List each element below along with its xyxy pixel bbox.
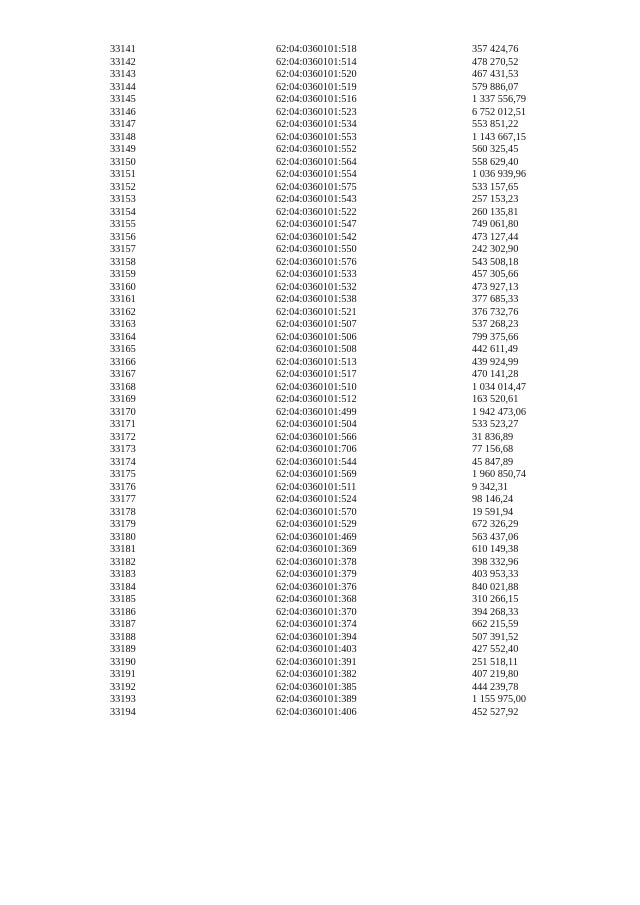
row-number: 33185 — [110, 594, 136, 605]
table-row — [0, 394, 640, 407]
table-row — [0, 357, 640, 370]
cadastral-value: 357 424,76 — [472, 44, 519, 55]
cadastral-value: 377 685,33 — [472, 294, 519, 305]
cadastral-value: 77 156,68 — [472, 444, 514, 455]
cadastral-value: 444 239,78 — [472, 681, 519, 693]
cadastral-value: 563 437,06 — [472, 531, 519, 543]
table-row — [0, 269, 640, 282]
row-number: 33152 — [110, 181, 136, 193]
cadastral-number: 62:04:0360101:553 — [276, 131, 357, 143]
cadastral-number: 62:04:0360101:499 — [276, 406, 357, 418]
row-number: 33166 — [110, 356, 136, 368]
table-row — [0, 294, 640, 307]
cadastral-value: 533 523,27 — [472, 419, 519, 430]
table-row — [0, 319, 640, 332]
cadastral-number: 62:04:0360101:534 — [276, 119, 357, 130]
row-number: 33178 — [110, 506, 136, 518]
cadastral-value: 473 127,44 — [472, 231, 519, 243]
row-number: 33176 — [110, 481, 136, 493]
cadastral-number: 62:04:0360101:516 — [276, 94, 357, 105]
cadastral-number: 62:04:0360101:552 — [276, 144, 357, 155]
cadastral-value: 163 520,61 — [472, 394, 519, 405]
cadastral-number: 62:04:0360101:382 — [276, 669, 357, 680]
row-number: 33186 — [110, 606, 136, 618]
cadastral-number: 62:04:0360101:403 — [276, 644, 357, 655]
cadastral-value: 403 953,33 — [472, 569, 519, 580]
table-row — [0, 107, 640, 120]
cadastral-value: 507 391,52 — [472, 631, 519, 643]
row-number: 33188 — [110, 631, 136, 643]
table-row — [0, 344, 640, 357]
cadastral-value: 6 752 012,51 — [472, 106, 527, 118]
cadastral-value: 31 836,89 — [472, 431, 514, 443]
table-row — [0, 94, 640, 107]
cadastral-number: 62:04:0360101:547 — [276, 219, 357, 230]
table-row — [0, 644, 640, 657]
table-row — [0, 369, 640, 382]
table-row — [0, 594, 640, 607]
cadastral-value: 1 034 014,47 — [472, 381, 527, 393]
cadastral-number: 62:04:0360101:504 — [276, 419, 357, 430]
cadastral-number: 62:04:0360101:575 — [276, 181, 357, 193]
cadastral-value: 799 375,66 — [472, 331, 519, 343]
row-number: 33144 — [110, 81, 136, 93]
row-number: 33174 — [110, 456, 136, 468]
table-row — [0, 257, 640, 270]
row-number: 33194 — [110, 706, 136, 718]
cadastral-number: 62:04:0360101:706 — [276, 444, 357, 455]
cadastral-number: 62:04:0360101:533 — [276, 269, 357, 280]
cadastral-number: 62:04:0360101:544 — [276, 456, 357, 468]
table-row — [0, 569, 640, 582]
cadastral-value: 1 036 939,96 — [472, 169, 527, 180]
table-row — [0, 157, 640, 170]
cadastral-number: 62:04:0360101:378 — [276, 556, 357, 568]
cadastral-number: 62:04:0360101:564 — [276, 156, 357, 168]
cadastral-number: 62:04:0360101:550 — [276, 244, 357, 255]
table-row — [0, 632, 640, 645]
row-number: 33156 — [110, 231, 136, 243]
table-row — [0, 482, 640, 495]
cadastral-number: 62:04:0360101:374 — [276, 619, 357, 630]
cadastral-value: 242 302,90 — [472, 244, 519, 255]
cadastral-number: 62:04:0360101:376 — [276, 581, 357, 593]
cadastral-number: 62:04:0360101:389 — [276, 694, 357, 705]
row-number: 33169 — [110, 394, 136, 405]
row-number: 33181 — [110, 544, 136, 555]
row-number: 33148 — [110, 131, 136, 143]
row-number: 33157 — [110, 244, 136, 255]
row-number: 33164 — [110, 331, 136, 343]
cadastral-value: 533 157,65 — [472, 181, 519, 193]
row-number: 33162 — [110, 306, 136, 318]
cadastral-value: 19 591,94 — [472, 506, 514, 518]
table-row — [0, 444, 640, 457]
table-row — [0, 607, 640, 620]
cadastral-value: 251 518,11 — [472, 656, 518, 668]
row-number: 33161 — [110, 294, 136, 305]
row-number: 33151 — [110, 169, 136, 180]
cadastral-value: 1 143 667,15 — [472, 131, 527, 143]
cadastral-number: 62:04:0360101:538 — [276, 294, 357, 305]
cadastral-value: 543 508,18 — [472, 256, 519, 268]
table-row — [0, 682, 640, 695]
table-row — [0, 44, 640, 57]
row-number: 33147 — [110, 119, 136, 130]
cadastral-value: 9 342,31 — [472, 481, 509, 493]
cadastral-value: 840 021,88 — [472, 581, 519, 593]
row-number: 33191 — [110, 669, 136, 680]
row-number: 33180 — [110, 531, 136, 543]
cadastral-value: 260 135,81 — [472, 206, 519, 218]
table-row — [0, 557, 640, 570]
cadastral-value: 452 527,92 — [472, 706, 519, 718]
cadastral-value: 257 153,23 — [472, 194, 519, 205]
table-row — [0, 169, 640, 182]
cadastral-value: 394 268,33 — [472, 606, 519, 618]
table-row — [0, 132, 640, 145]
cadastral-value: 398 332,96 — [472, 556, 519, 568]
cadastral-number: 62:04:0360101:532 — [276, 281, 357, 293]
table-row — [0, 707, 640, 720]
cadastral-number: 62:04:0360101:406 — [276, 706, 357, 718]
cadastral-number: 62:04:0360101:511 — [276, 481, 357, 493]
cadastral-number: 62:04:0360101:469 — [276, 531, 357, 543]
cadastral-value: 579 886,07 — [472, 81, 519, 93]
table-row — [0, 244, 640, 257]
row-number: 33183 — [110, 569, 136, 580]
cadastral-number: 62:04:0360101:554 — [276, 169, 357, 180]
row-number: 33170 — [110, 406, 136, 418]
row-number: 33165 — [110, 344, 136, 355]
row-number: 33168 — [110, 381, 136, 393]
table-row — [0, 457, 640, 470]
cadastral-number: 62:04:0360101:506 — [276, 331, 357, 343]
cadastral-value: 553 851,22 — [472, 119, 519, 130]
row-number: 33187 — [110, 619, 136, 630]
cadastral-number: 62:04:0360101:524 — [276, 494, 357, 505]
cadastral-value: 45 847,89 — [472, 456, 514, 468]
cadastral-value: 749 061,80 — [472, 219, 519, 230]
cadastral-number: 62:04:0360101:521 — [276, 306, 357, 318]
row-number: 33189 — [110, 644, 136, 655]
table-row — [0, 544, 640, 557]
row-number: 33175 — [110, 469, 136, 480]
cadastral-number: 62:04:0360101:513 — [276, 356, 357, 368]
row-number: 33177 — [110, 494, 136, 505]
table-row — [0, 144, 640, 157]
row-number: 33141 — [110, 44, 136, 55]
cadastral-number: 62:04:0360101:542 — [276, 231, 357, 243]
cadastral-number: 62:04:0360101:520 — [276, 69, 357, 80]
row-number: 33163 — [110, 319, 136, 330]
cadastral-value: 560 325,45 — [472, 144, 519, 155]
table-row — [0, 382, 640, 395]
table-row — [0, 507, 640, 520]
row-number: 33182 — [110, 556, 136, 568]
row-number: 33159 — [110, 269, 136, 280]
table-row — [0, 69, 640, 82]
row-number: 33158 — [110, 256, 136, 268]
cadastral-number: 62:04:0360101:510 — [276, 381, 357, 393]
row-number: 33172 — [110, 431, 136, 443]
cadastral-number: 62:04:0360101:512 — [276, 394, 357, 405]
row-number: 33155 — [110, 219, 136, 230]
cadastral-value: 457 305,66 — [472, 269, 519, 280]
cadastral-number: 62:04:0360101:385 — [276, 681, 357, 693]
row-number: 33190 — [110, 656, 136, 668]
table-row — [0, 282, 640, 295]
cadastral-number: 62:04:0360101:566 — [276, 431, 357, 443]
cadastral-number: 62:04:0360101:519 — [276, 81, 357, 93]
row-number: 33145 — [110, 94, 136, 105]
row-number: 33149 — [110, 144, 136, 155]
cadastral-value: 310 266,15 — [472, 594, 519, 605]
table-row — [0, 219, 640, 232]
table-row — [0, 519, 640, 532]
cadastral-number: 62:04:0360101:369 — [276, 544, 357, 555]
cadastral-value: 537 268,23 — [472, 319, 519, 330]
cadastral-value: 558 629,40 — [472, 156, 519, 168]
table-row — [0, 694, 640, 707]
cadastral-value: 662 215,59 — [472, 619, 519, 630]
row-number: 33192 — [110, 681, 136, 693]
row-number: 33167 — [110, 369, 136, 380]
table-row — [0, 57, 640, 70]
table-row — [0, 432, 640, 445]
cadastral-number: 62:04:0360101:517 — [276, 369, 357, 380]
table-row — [0, 194, 640, 207]
row-number: 33171 — [110, 419, 136, 430]
cadastral-value: 376 732,76 — [472, 306, 519, 318]
cadastral-value: 478 270,52 — [472, 56, 519, 68]
table-row — [0, 419, 640, 432]
cadastral-number: 62:04:0360101:523 — [276, 106, 357, 118]
table-row — [0, 232, 640, 245]
cadastral-number: 62:04:0360101:522 — [276, 206, 357, 218]
table-row — [0, 182, 640, 195]
cadastral-number: 62:04:0360101:514 — [276, 56, 357, 68]
cadastral-value: 473 927,13 — [472, 281, 519, 293]
cadastral-value: 467 431,53 — [472, 69, 519, 80]
table-row — [0, 669, 640, 682]
table-row — [0, 407, 640, 420]
cadastral-number: 62:04:0360101:576 — [276, 256, 357, 268]
cadastral-value: 470 141,28 — [472, 369, 519, 380]
row-number: 33142 — [110, 56, 136, 68]
cadastral-value: 1 337 556,79 — [472, 94, 527, 105]
cadastral-value: 98 146,24 — [472, 494, 514, 505]
cadastral-value: 427 552,40 — [472, 644, 519, 655]
row-number: 33184 — [110, 581, 136, 593]
cadastral-number: 62:04:0360101:543 — [276, 194, 357, 205]
cadastral-number: 62:04:0360101:394 — [276, 631, 357, 643]
cadastral-number: 62:04:0360101:569 — [276, 469, 357, 480]
cadastral-value: 1 960 850,74 — [472, 469, 527, 480]
table-row — [0, 657, 640, 670]
row-number: 33193 — [110, 694, 136, 705]
row-number: 33173 — [110, 444, 136, 455]
cadastral-number: 62:04:0360101:529 — [276, 519, 357, 530]
row-number: 33150 — [110, 156, 136, 168]
cadastral-number: 62:04:0360101:507 — [276, 319, 357, 330]
table-row — [0, 307, 640, 320]
table-row — [0, 82, 640, 95]
row-number: 33160 — [110, 281, 136, 293]
row-number: 33143 — [110, 69, 136, 80]
table-row — [0, 532, 640, 545]
table-row — [0, 207, 640, 220]
cadastral-value: 442 611,49 — [472, 344, 518, 355]
cadastral-value: 1 942 473,06 — [472, 406, 527, 418]
cadastral-number: 62:04:0360101:391 — [276, 656, 357, 668]
row-number: 33146 — [110, 106, 136, 118]
row-number: 33154 — [110, 206, 136, 218]
table-row — [0, 119, 640, 132]
table-row — [0, 494, 640, 507]
row-number: 33179 — [110, 519, 136, 530]
cadastral-value: 407 219,80 — [472, 669, 519, 680]
cadastral-number: 62:04:0360101:370 — [276, 606, 357, 618]
cadastral-number: 62:04:0360101:570 — [276, 506, 357, 518]
cadastral-number: 62:04:0360101:379 — [276, 569, 357, 580]
table-row — [0, 469, 640, 482]
row-number: 33153 — [110, 194, 136, 205]
cadastral-value: 439 924,99 — [472, 356, 519, 368]
table-row — [0, 332, 640, 345]
cadastral-number: 62:04:0360101:508 — [276, 344, 357, 355]
table-row — [0, 582, 640, 595]
cadastral-value: 610 149,38 — [472, 544, 519, 555]
cadastral-value: 672 326,29 — [472, 519, 519, 530]
cadastral-value-table — [0, 44, 640, 719]
table-row — [0, 619, 640, 632]
cadastral-number: 62:04:0360101:518 — [276, 44, 357, 55]
cadastral-number: 62:04:0360101:368 — [276, 594, 357, 605]
cadastral-value: 1 155 975,00 — [472, 694, 527, 705]
